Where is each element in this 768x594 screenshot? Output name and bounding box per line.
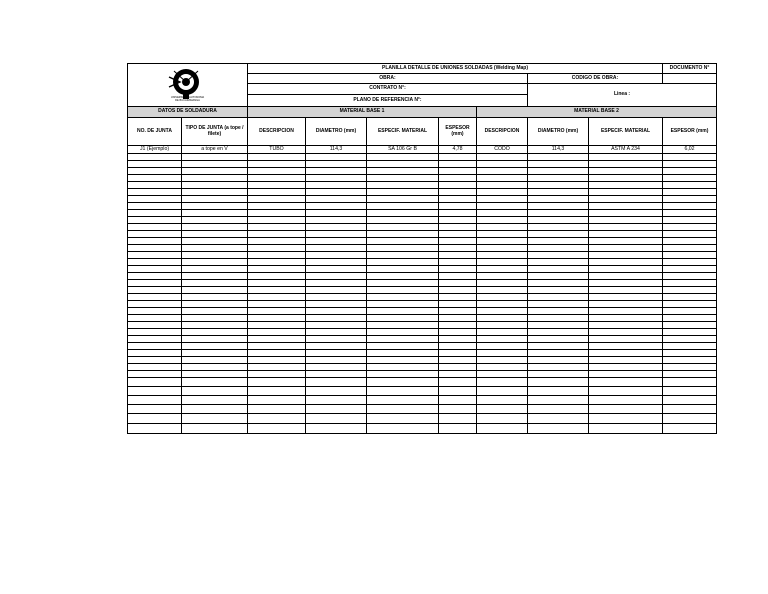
empty-row-divider bbox=[127, 293, 717, 294]
section-material-base-1: MATERIAL BASE 1 bbox=[247, 106, 477, 118]
empty-row-divider bbox=[127, 223, 717, 224]
col-header-especif-material-1: ESPECIF. MATERIAL bbox=[366, 117, 439, 146]
empty-row-divider bbox=[127, 423, 717, 424]
empty-row-divider bbox=[127, 160, 717, 161]
empty-column-divider bbox=[181, 154, 182, 433]
empty-column-divider bbox=[438, 154, 439, 433]
empty-row-divider bbox=[127, 363, 717, 364]
logo-caption bbox=[158, 97, 218, 103]
empty-row-divider bbox=[127, 230, 717, 231]
empty-row-divider bbox=[127, 258, 717, 259]
col-header-descripcion-2: DESCRIPCION bbox=[476, 117, 528, 146]
example-especif-material-2[interactable]: ASTM A 234 bbox=[588, 145, 663, 154]
empty-row-divider bbox=[127, 328, 717, 329]
col-header-especif-material-2: ESPECIF. MATERIAL bbox=[588, 117, 663, 146]
empty-row-divider bbox=[127, 370, 717, 371]
documento-label: DOCUMENTO N° bbox=[662, 63, 717, 74]
section-material-base-2: MATERIAL BASE 2 bbox=[476, 106, 717, 118]
example-espesor-2[interactable]: 6,02 bbox=[662, 145, 717, 154]
empty-row-divider bbox=[127, 335, 717, 336]
example-tipo-junta[interactable]: a tope en V bbox=[181, 145, 248, 154]
empty-column-divider bbox=[527, 154, 528, 433]
empty-row-divider bbox=[127, 307, 717, 308]
col-header-diametro-1: DIAMETRO (mm) bbox=[305, 117, 367, 146]
empty-row-divider bbox=[127, 209, 717, 210]
empty-row-divider bbox=[127, 265, 717, 266]
logo-caption-line-2: DE BUCARAMANGA bbox=[175, 98, 200, 102]
empty-row-divider bbox=[127, 272, 717, 273]
empty-row-divider bbox=[127, 300, 717, 301]
col-header-descripcion-1: DESCRIPCION bbox=[247, 117, 306, 146]
col-header-no-junta: NO. DE JUNTA bbox=[127, 117, 182, 146]
example-descripcion-2[interactable]: CODO bbox=[476, 145, 528, 154]
example-diametro-1[interactable]: 114,3 bbox=[305, 145, 367, 154]
empty-row-divider bbox=[127, 321, 717, 322]
col-header-espesor-1: ESPESOR (mm) bbox=[438, 117, 477, 146]
example-espesor-1[interactable]: 4,78 bbox=[438, 145, 477, 154]
codigo-obra-label: CODIGO DE OBRA: bbox=[527, 73, 663, 84]
empty-row-divider bbox=[127, 195, 717, 196]
example-especif-material-1[interactable]: SA 106 Gr B bbox=[366, 145, 439, 154]
empty-row-divider bbox=[127, 349, 717, 350]
contrato-label: CONTRATO N°: bbox=[247, 83, 528, 95]
col-header-espesor-2: ESPESOR (mm) bbox=[662, 117, 717, 146]
empty-row-divider bbox=[127, 167, 717, 168]
empty-row-divider bbox=[127, 404, 717, 405]
empty-column-divider bbox=[247, 154, 248, 433]
empty-row-divider bbox=[127, 286, 717, 287]
empty-row-divider bbox=[127, 244, 717, 245]
logo-area bbox=[127, 63, 248, 107]
col-header-tipo-junta: TIPO DE JUNTA (a tope / filete) bbox=[181, 117, 248, 146]
empty-row-divider bbox=[127, 216, 717, 217]
empty-row-divider bbox=[127, 237, 717, 238]
example-descripcion-1[interactable]: TUBO bbox=[247, 145, 306, 154]
empty-column-divider bbox=[366, 154, 367, 433]
empty-row-divider bbox=[127, 181, 717, 182]
example-no-junta[interactable]: J1 (Ejemplo) bbox=[127, 145, 182, 154]
linea-label: Linea : bbox=[527, 83, 717, 107]
empty-row-divider bbox=[127, 279, 717, 280]
empty-column-divider bbox=[305, 154, 306, 433]
logo-caption-line-1: UNIVERSIDAD AUTONOMA bbox=[170, 96, 205, 99]
form-title: PLANILLA DETALLE DE UNIONES SOLDADAS (Welding Map) bbox=[247, 63, 663, 74]
empty-column-divider bbox=[588, 154, 589, 433]
empty-row-divider bbox=[127, 377, 717, 378]
section-datos-soldadura: DATOS DE SOLDADURA bbox=[127, 106, 248, 118]
empty-row-divider bbox=[127, 386, 717, 387]
example-diametro-2[interactable]: 114,3 bbox=[527, 145, 589, 154]
empty-column-divider bbox=[662, 154, 663, 433]
empty-entry-grid[interactable] bbox=[127, 153, 717, 434]
empty-row-divider bbox=[127, 356, 717, 357]
plano-label: PLANO DE REFERENCIA N°: bbox=[247, 94, 528, 107]
empty-column-divider bbox=[476, 154, 477, 433]
empty-row-divider bbox=[127, 395, 717, 396]
empty-row-divider bbox=[127, 188, 717, 189]
empty-row-divider bbox=[127, 342, 717, 343]
obra-label: OBRA: bbox=[247, 73, 528, 84]
empty-row-divider bbox=[127, 202, 717, 203]
col-header-diametro-2: DIAMETRO (mm) bbox=[527, 117, 589, 146]
empty-row-divider bbox=[127, 251, 717, 252]
welding-map-sheet bbox=[127, 63, 717, 434]
empty-row-divider bbox=[127, 314, 717, 315]
empty-row-divider bbox=[127, 174, 717, 175]
empty-row-divider bbox=[127, 413, 717, 414]
